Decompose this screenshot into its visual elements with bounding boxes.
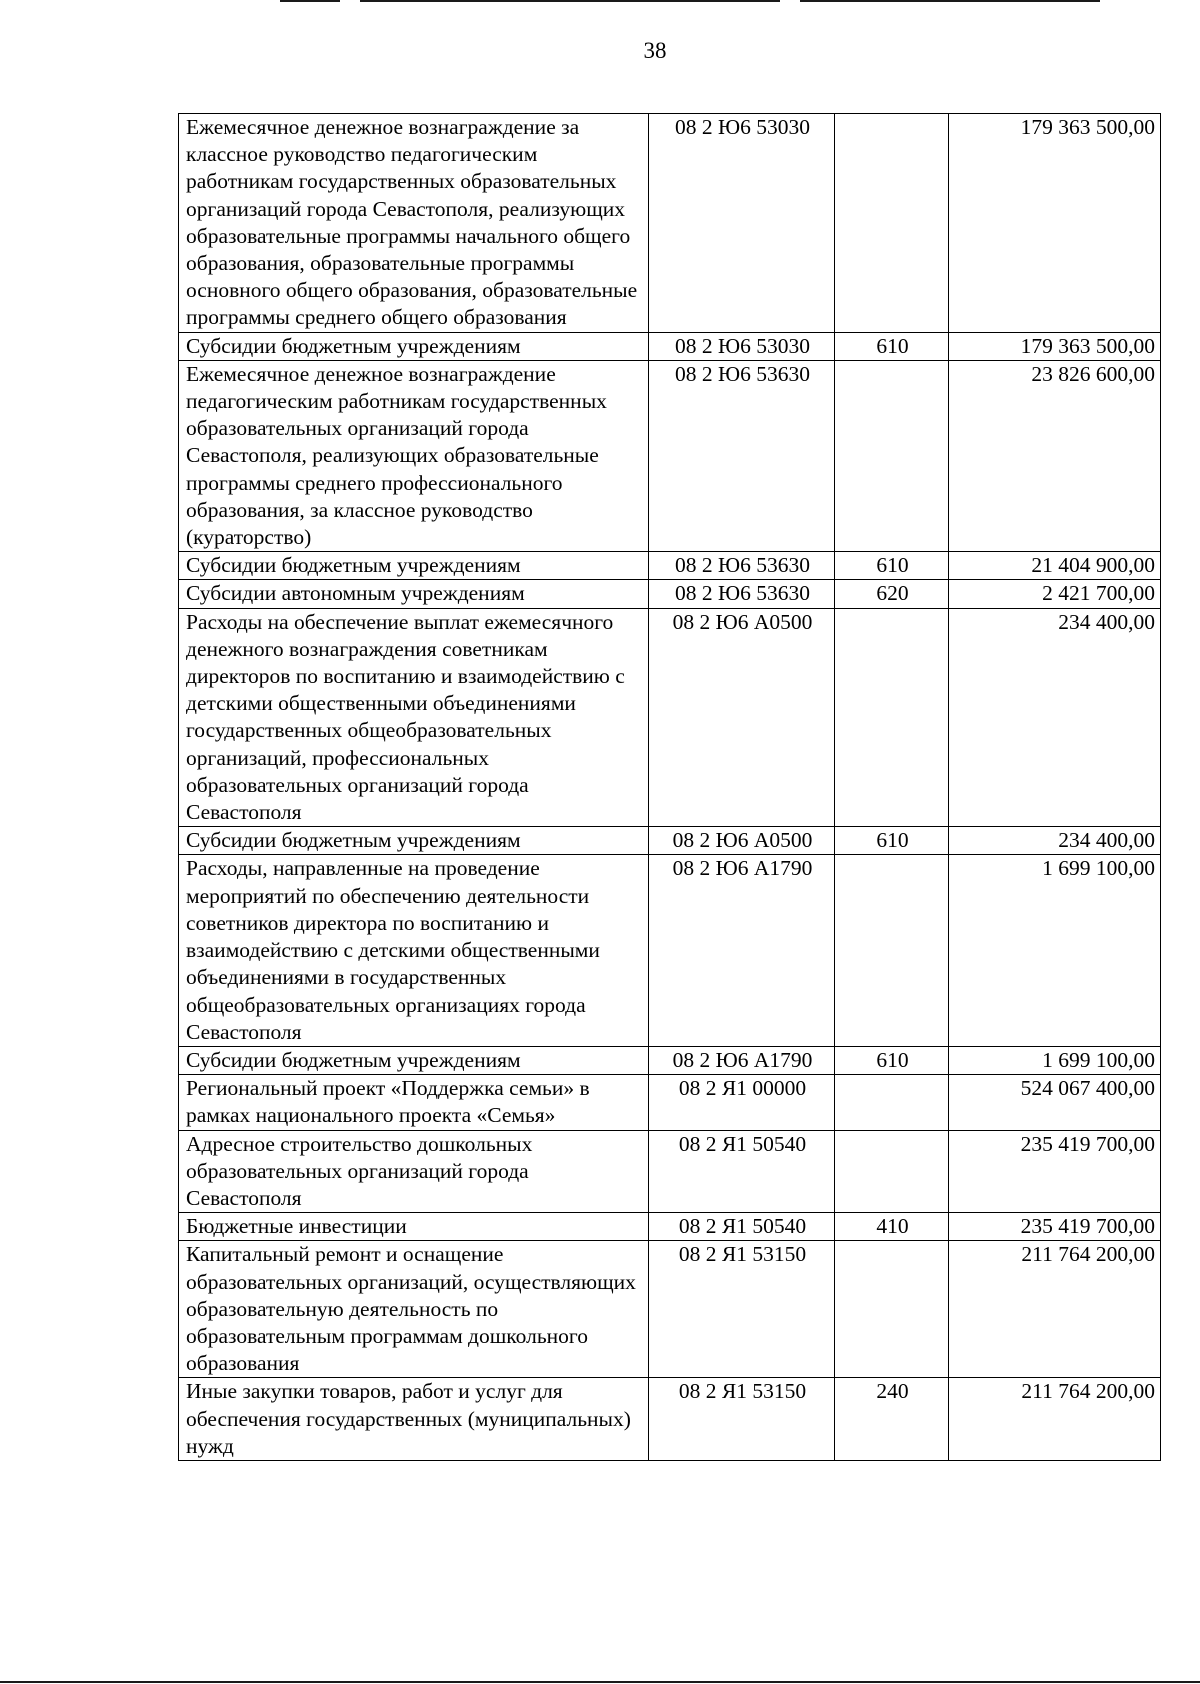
amount: 1 699 100,00 [949, 1046, 1161, 1074]
table-row [179, 608, 1161, 827]
expense-type-code: 410 [835, 1213, 949, 1241]
table-row [179, 1130, 1161, 1213]
table-row [179, 1378, 1161, 1461]
table-row [179, 360, 1161, 551]
target-article-code: 08 2 Ю6 53630 [649, 580, 835, 608]
expense-name: Субсидии автономным учреждениям [179, 580, 649, 608]
target-article-code: 08 2 Я1 50540 [649, 1213, 835, 1241]
target-article-code: 08 2 Я1 53150 [649, 1378, 835, 1461]
scan-edge-bottom [0, 1681, 1200, 1683]
table-row [179, 1213, 1161, 1241]
expense-type-code [835, 114, 949, 333]
expense-type-code: 610 [835, 1046, 949, 1074]
expense-name: Расходы на обеспечение выплат ежемесячного денежного вознаграждения советникам директоров по воспитанию и взаимодействию с детскими общественными объединениями государственных общеобразовательных организаций, профессиональных образовательных организаций города Севастополя [179, 608, 649, 827]
expense-name: Ежемесячное денежное вознаграждение педагогическим работникам государственных образовательных организаций города Севастополя, реализующих образовательные программы среднего профессионального образования, за классное руководство (кураторство) [179, 360, 649, 551]
expense-name: Иные закупки товаров, работ и услуг для обеспечения государственных (муниципальных) нужд [179, 1378, 649, 1461]
target-article-code: 08 2 Я1 00000 [649, 1075, 835, 1130]
target-article-code: 08 2 Ю6 А0500 [649, 827, 835, 855]
expense-name: Региональный проект «Поддержка семьи» в рамках национального проекта «Семья» [179, 1075, 649, 1130]
expense-type-code: 620 [835, 580, 949, 608]
amount: 179 363 500,00 [949, 114, 1161, 333]
expense-type-code [835, 1130, 949, 1213]
amount: 21 404 900,00 [949, 552, 1161, 580]
expense-name: Адресное строительство дошкольных образовательных организаций города Севастополя [179, 1130, 649, 1213]
expense-name: Расходы, направленные на проведение мероприятий по обеспечению деятельности советников директора по воспитанию и взаимодействию с детскими общественными объединениями в государственных общеобразовательных организациях города Севастополя [179, 855, 649, 1046]
expense-type-code: 610 [835, 827, 949, 855]
table-row [179, 552, 1161, 580]
expense-name: Субсидии бюджетным учреждениям [179, 552, 649, 580]
expense-name: Бюджетные инвестиции [179, 1213, 649, 1241]
budget-table [178, 113, 1161, 1461]
expense-type-code [835, 1075, 949, 1130]
expense-type-code [835, 360, 949, 551]
amount: 23 826 600,00 [949, 360, 1161, 551]
table-row [179, 114, 1161, 333]
scan-edge-top-right [800, 0, 1100, 2]
table-row [179, 580, 1161, 608]
expense-type-code [835, 1241, 949, 1378]
amount: 1 699 100,00 [949, 855, 1161, 1046]
expense-name: Субсидии бюджетным учреждениям [179, 827, 649, 855]
target-article-code: 08 2 Я1 50540 [649, 1130, 835, 1213]
expense-type-code [835, 855, 949, 1046]
page-number: 38 [643, 38, 667, 63]
target-article-code: 08 2 Ю6 А1790 [649, 1046, 835, 1074]
budget-table-body [179, 114, 1161, 1461]
target-article-code: 08 2 Ю6 А0500 [649, 608, 835, 827]
expense-type-code: 240 [835, 1378, 949, 1461]
table-row [179, 332, 1161, 360]
scan-edge-top-left [280, 0, 340, 2]
table-row [179, 827, 1161, 855]
table-row [179, 855, 1161, 1046]
target-article-code: 08 2 Ю6 А1790 [649, 855, 835, 1046]
expense-name: Капитальный ремонт и оснащение образовательных организаций, осуществляющих образовательную деятельность по образовательным программам дошкольного образования [179, 1241, 649, 1378]
expense-name: Субсидии бюджетным учреждениям [179, 1046, 649, 1074]
table-row [179, 1075, 1161, 1130]
expense-type-code [835, 608, 949, 827]
amount: 234 400,00 [949, 827, 1161, 855]
amount: 2 421 700,00 [949, 580, 1161, 608]
amount: 179 363 500,00 [949, 332, 1161, 360]
expense-name: Ежемесячное денежное вознаграждение за классное руководство педагогическим работникам государственных образовательных организаций города Севастополя, реализующих образовательные программы начального общего образования, образовательные программы основного общего образования, образовательные программы среднего общего образования [179, 114, 649, 333]
table-row [179, 1046, 1161, 1074]
amount: 524 067 400,00 [949, 1075, 1161, 1130]
expense-type-code: 610 [835, 552, 949, 580]
scan-edge-top-mid [360, 0, 780, 2]
amount: 235 419 700,00 [949, 1130, 1161, 1213]
expense-type-code: 610 [835, 332, 949, 360]
amount: 234 400,00 [949, 608, 1161, 827]
amount: 211 764 200,00 [949, 1378, 1161, 1461]
expense-name: Субсидии бюджетным учреждениям [179, 332, 649, 360]
target-article-code: 08 2 Ю6 53030 [649, 332, 835, 360]
table-row [179, 1241, 1161, 1378]
amount: 235 419 700,00 [949, 1213, 1161, 1241]
target-article-code: 08 2 Ю6 53630 [649, 552, 835, 580]
amount: 211 764 200,00 [949, 1241, 1161, 1378]
target-article-code: 08 2 Я1 53150 [649, 1241, 835, 1378]
target-article-code: 08 2 Ю6 53030 [649, 114, 835, 333]
target-article-code: 08 2 Ю6 53630 [649, 360, 835, 551]
